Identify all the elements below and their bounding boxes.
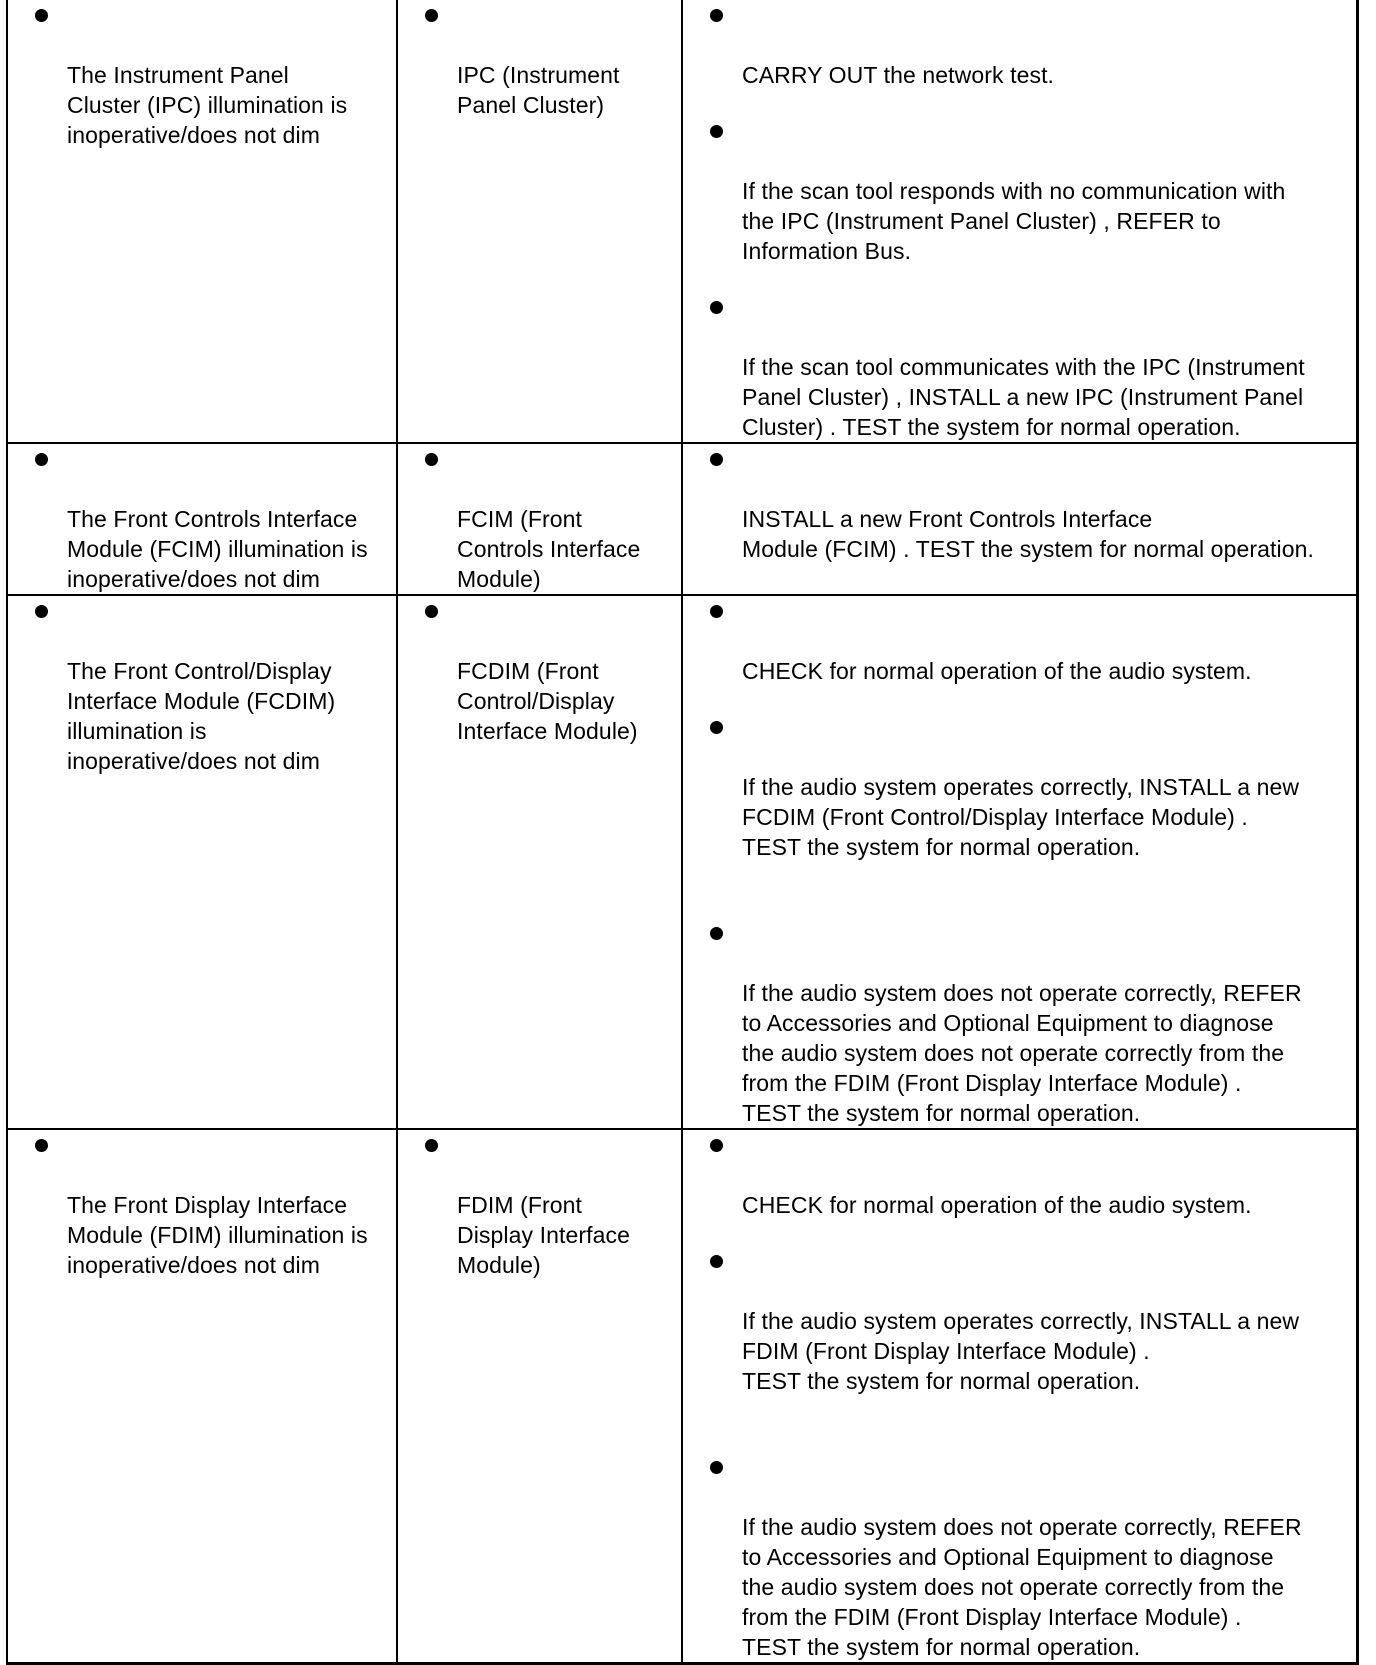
bullet-icon [35, 453, 48, 466]
action-text: If the audio system operates correctly, INSTALL a new FDIM (Front Display Interface Module) . TEST the system for normal operation. [742, 1308, 1300, 1394]
bullet-icon [35, 1139, 48, 1152]
bullet-icon [710, 605, 723, 618]
action-cell [682, 1129, 1358, 1664]
source-text: IPC (Instrument Panel Cluster) [457, 62, 620, 118]
source-text: FCIM (Front Controls Interface Module) [457, 506, 641, 592]
bullet-icon [425, 1139, 438, 1152]
source-text: FCDIM (Front Control/Display Interface Module) [457, 658, 638, 744]
action-text: CHECK for normal operation of the audio system. [742, 1192, 1252, 1218]
action-cell [682, 443, 1358, 595]
action-item [683, 918, 1356, 1128]
source-item [398, 596, 681, 746]
action-item [683, 1452, 1356, 1662]
bullet-icon [710, 1139, 723, 1152]
condition-text: The Front Display Interface Module (FDIM) illumination is inoperative/does not dim [67, 1192, 368, 1278]
condition-cell [7, 0, 397, 443]
action-text: If the audio system does not operate correctly, REFER to Accessories and Optional Equipment to diagnose the audio system does not operate correctly from the from the FDIM (Front Display Interface Module) . TEST the system for normal operation. [742, 980, 1302, 1126]
bullet-icon [35, 9, 48, 22]
action-item [683, 292, 1356, 442]
bullet-icon [710, 453, 723, 466]
source-cell [397, 443, 682, 595]
condition-item [8, 444, 396, 594]
bullet-icon [425, 453, 438, 466]
action-text: CARRY OUT the network test. [742, 62, 1055, 88]
source-item [398, 0, 681, 120]
diagnostic-table [6, 0, 1359, 1665]
condition-item [8, 1130, 396, 1280]
action-item [683, 596, 1356, 686]
table-row-fdim [7, 1129, 1358, 1664]
action-item [683, 116, 1356, 266]
action-text: If the audio system operates correctly, INSTALL a new FCDIM (Front Control/Display Interface Module) . TEST the system for normal operation. [742, 774, 1300, 860]
source-item [398, 1130, 681, 1280]
source-cell [397, 595, 682, 1129]
bullet-icon [35, 605, 48, 618]
condition-text: The Instrument Panel Cluster (IPC) illumination is inoperative/does not dim [67, 62, 348, 148]
action-text: If the scan tool communicates with the IPC (Instrument Panel Cluster) , INSTALL a new IPC (Instrument Panel Cluster) . TEST the system for normal operation. [742, 354, 1305, 440]
condition-cell [7, 595, 397, 1129]
bullet-icon [425, 605, 438, 618]
table-row-ipc [7, 0, 1358, 443]
source-cell [397, 0, 682, 443]
action-text: If the scan tool responds with no communication with the IPC (Instrument Panel Cluster) , REFER to Information Bus. [742, 178, 1286, 264]
condition-cell [7, 1129, 397, 1664]
bullet-icon [425, 9, 438, 22]
table-row-fcdim [7, 595, 1358, 1129]
action-item [683, 1130, 1356, 1220]
condition-item [8, 596, 396, 776]
action-cell [682, 0, 1358, 443]
bullet-icon [710, 125, 723, 138]
action-cell [682, 595, 1358, 1129]
bullet-icon [710, 927, 723, 940]
condition-text: The Front Control/Display Interface Module (FCDIM) illumination is inoperative/does not dim [67, 658, 336, 774]
bullet-icon [710, 721, 723, 734]
action-text: CHECK for normal operation of the audio system. [742, 658, 1252, 684]
source-item [398, 444, 681, 594]
action-item [683, 1246, 1356, 1396]
action-text: If the audio system does not operate correctly, REFER to Accessories and Optional Equipment to diagnose the audio system does not operate correctly from the from the FDIM (Front Display Interface Module) . TEST the system for normal operation. [742, 1514, 1302, 1660]
condition-text: The Front Controls Interface Module (FCIM) illumination is inoperative/does not dim [67, 506, 368, 592]
table-row-fcim [7, 443, 1358, 595]
source-text: FDIM (Front Display Interface Module) [457, 1192, 630, 1278]
bullet-icon [710, 1461, 723, 1474]
condition-cell [7, 443, 397, 595]
action-item [683, 0, 1356, 90]
action-item [683, 712, 1356, 862]
bullet-icon [710, 301, 723, 314]
bullet-icon [710, 9, 723, 22]
condition-item [8, 0, 396, 150]
action-text: INSTALL a new Front Controls Interface Module (FCIM) . TEST the system for normal operation. [742, 506, 1314, 562]
source-cell [397, 1129, 682, 1664]
action-item [683, 444, 1356, 564]
bullet-icon [710, 1255, 723, 1268]
